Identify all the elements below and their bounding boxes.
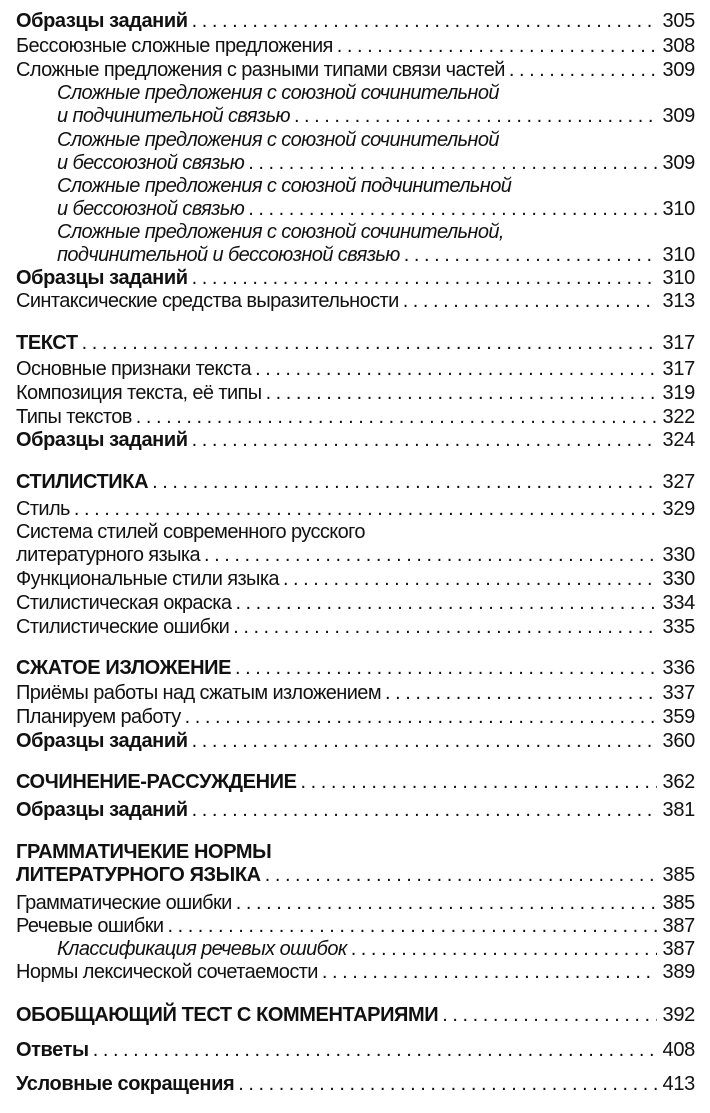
toc-entry[interactable] bbox=[16, 568, 695, 591]
toc-page-number: 317 bbox=[662, 358, 695, 380]
toc-page-number: 413 bbox=[662, 1073, 695, 1095]
toc-entry-title: ЛИТЕРАТУРНОГО ЯЗЫКА bbox=[16, 864, 261, 886]
toc-entry[interactable] bbox=[16, 682, 695, 705]
toc-entry-title: подчинительной и бессоюзной связью bbox=[57, 244, 400, 266]
toc-entry[interactable] bbox=[16, 961, 695, 984]
dot-leader bbox=[255, 358, 656, 381]
toc-page-number: 308 bbox=[662, 35, 695, 57]
toc-entry-title-line1: Система стилей современного русского bbox=[16, 521, 365, 543]
dot-leader bbox=[192, 429, 657, 452]
toc-entry-title: Образцы заданий bbox=[16, 799, 188, 821]
toc-entry-title: Бессоюзные сложные предложения bbox=[16, 35, 333, 57]
toc-entry[interactable] bbox=[16, 382, 695, 405]
toc-entry[interactable] bbox=[16, 267, 695, 290]
toc-page-number: 336 bbox=[662, 657, 695, 679]
dot-leader bbox=[301, 771, 657, 794]
dot-leader bbox=[294, 105, 657, 128]
toc-page-number: 305 bbox=[662, 10, 695, 32]
toc-entry[interactable] bbox=[16, 592, 695, 615]
toc-entry[interactable] bbox=[16, 35, 695, 58]
toc-page-number: 385 bbox=[662, 892, 695, 914]
toc-entry[interactable] bbox=[16, 799, 695, 822]
toc-entry[interactable] bbox=[16, 10, 695, 33]
toc-entry-title-line1: Сложные предложения с союзной сочинительной bbox=[57, 129, 499, 151]
toc-page-number: 322 bbox=[662, 406, 695, 428]
toc-entry[interactable] bbox=[16, 521, 695, 567]
toc-entry-title: Образцы заданий bbox=[16, 429, 188, 451]
dot-leader bbox=[192, 799, 657, 822]
toc-page-number: 385 bbox=[662, 864, 695, 886]
toc-entry-title-line1: ГРАММАТИЧЕКИЕ НОРМЫ bbox=[16, 841, 272, 863]
toc-entry[interactable] bbox=[16, 657, 695, 680]
toc-page-number: 310 bbox=[662, 198, 695, 220]
dot-leader bbox=[74, 498, 657, 521]
toc-entry[interactable] bbox=[16, 1073, 695, 1096]
toc-entry-title: Условные сокращения bbox=[16, 1073, 235, 1095]
toc-page-number: 392 bbox=[662, 1004, 695, 1026]
toc-entry-title: Основные признаки текста bbox=[16, 358, 252, 380]
dot-leader bbox=[248, 198, 656, 221]
toc-entry[interactable] bbox=[57, 129, 695, 175]
toc-page-number: 330 bbox=[662, 568, 695, 590]
toc-page-number: 387 bbox=[662, 938, 695, 960]
toc-entry-title-line1: Сложные предложения с союзной подчинительной bbox=[57, 175, 512, 197]
toc-entry-title: и подчинительной связью bbox=[57, 105, 290, 127]
toc-entry-title: литературного языка bbox=[16, 544, 200, 566]
dot-leader bbox=[322, 961, 657, 984]
dot-leader bbox=[442, 1004, 656, 1027]
dot-leader bbox=[248, 152, 656, 175]
toc-entry-title: и бессоюзной связью bbox=[57, 198, 245, 220]
dot-leader bbox=[265, 864, 657, 887]
toc-page-number: 359 bbox=[662, 706, 695, 728]
dot-leader bbox=[266, 382, 657, 405]
toc-page-number: 329 bbox=[662, 498, 695, 520]
toc-entry-title-line1: Сложные предложения с союзной сочинительной, bbox=[57, 221, 504, 243]
toc-entry[interactable] bbox=[16, 706, 695, 729]
toc-page-number: 408 bbox=[662, 1039, 695, 1061]
toc-page-number: 334 bbox=[662, 592, 695, 614]
toc-entry[interactable] bbox=[16, 290, 695, 313]
toc-entry[interactable] bbox=[16, 616, 695, 639]
toc-entry-title: Стилистические ошибки bbox=[16, 616, 230, 638]
toc-entry-title: Стилистическая окраска bbox=[16, 592, 232, 614]
toc-page-number: 309 bbox=[662, 59, 695, 81]
toc-page-number: 310 bbox=[662, 267, 695, 289]
toc-page-number: 387 bbox=[662, 915, 695, 937]
toc-entry-title: ОБОБЩАЮЩИЙ ТЕСТ С КОММЕНТАРИЯМИ bbox=[16, 1004, 439, 1026]
toc-entry-title: Грамматические ошибки bbox=[16, 892, 232, 914]
dot-leader bbox=[403, 290, 657, 313]
dot-leader bbox=[192, 10, 657, 33]
dot-leader bbox=[192, 267, 657, 290]
dot-leader bbox=[233, 616, 656, 639]
toc-entry-title-line1: Сложные предложения с союзной сочинительной bbox=[57, 82, 499, 104]
dot-leader bbox=[192, 730, 657, 753]
toc-page-number: 317 bbox=[662, 332, 695, 354]
toc-entry[interactable] bbox=[16, 358, 695, 381]
toc-page-number: 330 bbox=[662, 544, 695, 566]
dot-leader bbox=[337, 35, 657, 58]
dot-leader bbox=[236, 892, 657, 915]
dot-leader bbox=[204, 544, 657, 567]
toc-entry[interactable] bbox=[16, 771, 695, 794]
toc-page-number: 309 bbox=[662, 105, 695, 127]
toc-entry[interactable] bbox=[57, 175, 695, 221]
dot-leader bbox=[167, 915, 656, 938]
toc-entry-title: Приёмы работы над сжатым изложением bbox=[16, 682, 381, 704]
dot-leader bbox=[152, 471, 656, 494]
toc-entry[interactable] bbox=[57, 938, 695, 961]
toc-entry[interactable] bbox=[16, 429, 695, 452]
toc-entry-title: Сложные предложения с разными типами связи частей bbox=[16, 59, 505, 81]
toc-entry[interactable] bbox=[16, 1039, 695, 1062]
dot-leader bbox=[235, 592, 656, 615]
toc-entry-title: ТЕКСТ bbox=[16, 332, 78, 354]
toc-entry-title: СОЧИНЕНИЕ-РАССУЖДЕНИЕ bbox=[16, 771, 297, 793]
toc-page-number: 389 bbox=[662, 961, 695, 983]
toc-entry-title: Нормы лексической сочетаемости bbox=[16, 961, 318, 983]
toc-entry-title: Классификация речевых ошибок bbox=[57, 938, 347, 960]
toc-entry[interactable] bbox=[16, 841, 695, 887]
toc-entry[interactable] bbox=[16, 915, 695, 938]
toc-entry-title: Образцы заданий bbox=[16, 267, 188, 289]
toc-entry[interactable] bbox=[16, 730, 695, 753]
dot-leader bbox=[93, 1039, 657, 1062]
dot-leader bbox=[82, 332, 657, 355]
toc-entry[interactable] bbox=[16, 498, 695, 521]
dot-leader bbox=[385, 682, 657, 705]
toc-entry[interactable] bbox=[16, 59, 695, 82]
toc-entry-title: Ответы bbox=[16, 1039, 89, 1061]
toc-entry[interactable] bbox=[16, 892, 695, 915]
toc-entry[interactable] bbox=[57, 82, 695, 128]
toc-entry-title: СТИЛИСТИКА bbox=[16, 471, 149, 493]
toc-page-number: 313 bbox=[662, 290, 695, 312]
toc-entry-title: Синтаксические средства выразительности bbox=[16, 290, 399, 312]
toc-entry-title: Стиль bbox=[16, 498, 70, 520]
toc-page-number: 319 bbox=[662, 382, 695, 404]
dot-leader bbox=[509, 59, 657, 82]
toc-entry-title: Образцы заданий bbox=[16, 730, 188, 752]
toc-entry-title: Функциональные стили языка bbox=[16, 568, 279, 590]
toc-page-number: 327 bbox=[662, 471, 695, 493]
toc-entry[interactable] bbox=[16, 471, 695, 494]
toc-entry-title: Типы текстов bbox=[16, 406, 132, 428]
toc-entry-title: Композиция текста, её типы bbox=[16, 382, 262, 404]
toc-page-number: 309 bbox=[662, 152, 695, 174]
toc-page-number: 310 bbox=[662, 244, 695, 266]
dot-leader bbox=[136, 406, 657, 429]
toc-entry-title: Речевые ошибки bbox=[16, 915, 164, 937]
toc-entry-title: и бессоюзной связью bbox=[57, 152, 245, 174]
toc-entry[interactable] bbox=[16, 406, 695, 429]
toc-entry[interactable] bbox=[57, 221, 695, 267]
toc-entry[interactable] bbox=[16, 332, 695, 355]
toc-page-number: 381 bbox=[662, 799, 695, 821]
toc-entry-title: СЖАТОЕ ИЗЛОЖЕНИЕ bbox=[16, 657, 232, 679]
toc-page-number: 335 bbox=[662, 616, 695, 638]
toc-page-number: 362 bbox=[662, 771, 695, 793]
toc-page-number: 337 bbox=[662, 682, 695, 704]
toc-entry-title: Образцы заданий bbox=[16, 10, 188, 32]
toc-entry[interactable] bbox=[16, 1004, 695, 1027]
dot-leader bbox=[238, 1073, 656, 1096]
dot-leader bbox=[283, 568, 657, 591]
toc-entry-title: Планируем работу bbox=[16, 706, 181, 728]
dot-leader bbox=[404, 244, 657, 267]
toc-page-number: 360 bbox=[662, 730, 695, 752]
dot-leader bbox=[235, 657, 656, 680]
toc-page-number: 324 bbox=[662, 429, 695, 451]
dot-leader bbox=[351, 938, 657, 961]
dot-leader bbox=[185, 706, 657, 729]
